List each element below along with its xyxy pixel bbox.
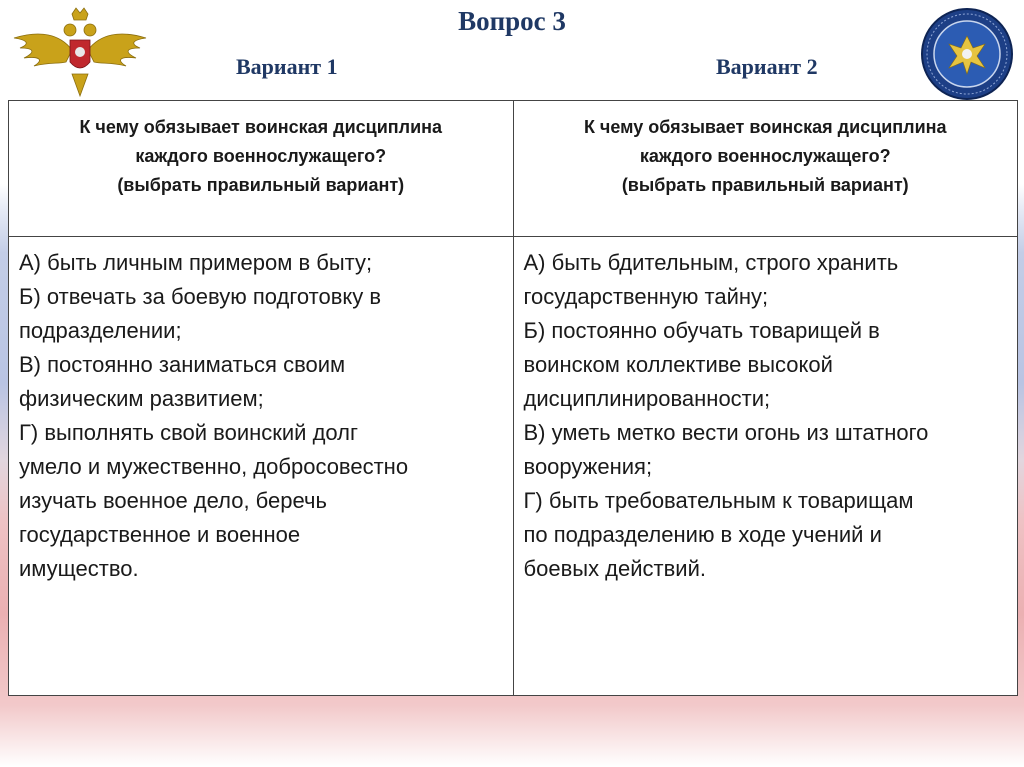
- answer-line: Б) постоянно обучать товарищей в: [523, 318, 880, 343]
- answer-line: подразделении;: [19, 318, 182, 343]
- answer-line: по подразделению в ходе учений и: [523, 522, 882, 547]
- question-line: К чему обязывает воинская дисциплина: [79, 117, 443, 137]
- answer-line: воинском коллективе высокой: [523, 352, 833, 377]
- answer-line: изучать военное дело, беречь: [19, 488, 327, 513]
- question-line: (выбрать правильный вариант): [621, 175, 909, 195]
- question-line: К чему обязывает воинская дисциплина: [583, 117, 947, 137]
- variant-1-heading: Вариант 1: [236, 54, 338, 79]
- answer-line: Г) выполнять свой воинский долг: [19, 420, 359, 445]
- answer-line: А) быть личным примером в быту;: [19, 250, 373, 275]
- answer-line: боевых действий.: [523, 556, 706, 581]
- variant-2-heading: Вариант 2: [716, 54, 818, 79]
- question-row: [9, 101, 1018, 237]
- answers-row: [9, 237, 1018, 696]
- question-table: [8, 100, 1018, 696]
- answer-line: Б) отвечать за боевую подготовку в: [19, 284, 382, 309]
- question-cell-variant-2: [513, 101, 1018, 237]
- question-line: (выбрать правильный вариант): [117, 175, 405, 195]
- answer-line: В) уметь метко вести огонь из штатного: [523, 420, 929, 445]
- question-line: каждого военнослужащего?: [639, 146, 891, 166]
- answer-line: В) постоянно заниматься своим: [19, 352, 346, 377]
- question-cell-variant-1: [9, 101, 514, 237]
- page-title: Вопрос 3: [458, 6, 566, 36]
- answer-line: вооружения;: [523, 454, 653, 479]
- question-line: каждого военнослужащего?: [135, 146, 387, 166]
- answer-line: физическим развитием;: [19, 386, 264, 411]
- answer-line: А) быть бдительным, строго хранить: [523, 250, 899, 275]
- answers-cell-variant-1: [9, 237, 514, 696]
- answer-line: дисциплинированности;: [523, 386, 771, 411]
- answers-cell-variant-2: [513, 237, 1018, 696]
- answer-line: имущество.: [19, 556, 139, 581]
- answer-line: государственную тайну;: [523, 284, 769, 309]
- answer-line: Г) быть требовательным к товарищам: [523, 488, 914, 513]
- answer-line: государственное и военное: [19, 522, 301, 547]
- answer-line: умело и мужественно, добросовестно: [19, 454, 409, 479]
